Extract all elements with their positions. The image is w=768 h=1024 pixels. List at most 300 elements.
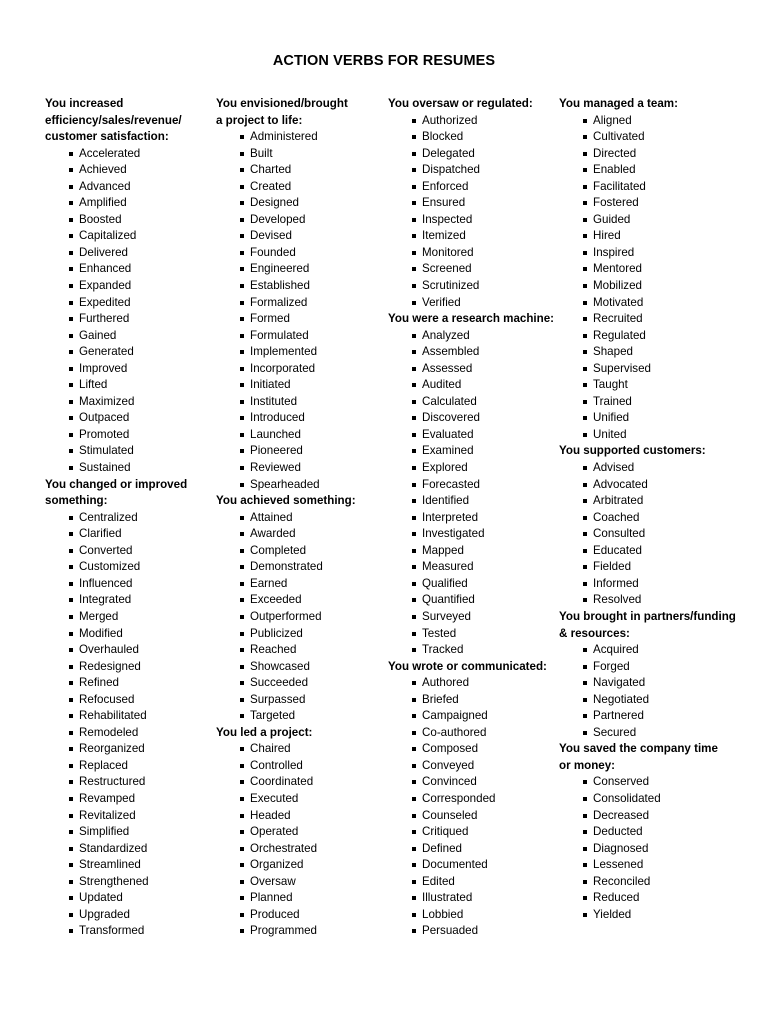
verb-edited: Edited	[422, 874, 455, 888]
verb-list-item	[216, 642, 384, 659]
verb-reviewed: Reviewed	[250, 461, 301, 475]
verb-list-item	[216, 295, 384, 312]
verb-list-item	[388, 228, 560, 245]
square-bullet-icon	[412, 400, 416, 404]
square-bullet-icon	[583, 301, 587, 305]
section-heading: You were a research machine:	[388, 312, 555, 326]
section-heading: efficiency/sales/revenue/	[45, 113, 182, 127]
verb-list-item	[559, 510, 749, 527]
verb-list-item	[559, 113, 749, 130]
square-bullet-icon	[412, 350, 416, 354]
verb-blocked: Blocked	[422, 130, 464, 144]
verb-list-item	[216, 559, 384, 576]
square-bullet-icon	[240, 218, 244, 222]
verb-list-item	[216, 626, 384, 643]
verb-list-item	[559, 659, 749, 676]
verb-replaced: Replaced	[79, 758, 128, 772]
verb-publicized: Publicized	[250, 626, 303, 640]
square-bullet-icon	[240, 251, 244, 255]
verb-measured: Measured	[422, 560, 474, 574]
square-bullet-icon	[69, 549, 73, 553]
verb-list-item	[45, 278, 213, 295]
verb-revitalized: Revitalized	[79, 808, 136, 822]
square-bullet-icon	[583, 549, 587, 553]
verb-founded: Founded	[250, 245, 296, 259]
verb-amplified: Amplified	[79, 196, 127, 210]
verb-section	[559, 96, 749, 443]
verb-oversaw: Oversaw	[250, 874, 296, 888]
verb-list-item	[388, 576, 560, 593]
verb-coordinated: Coordinated	[250, 775, 314, 789]
verb-outperformed: Outperformed	[250, 609, 322, 623]
verb-centralized: Centralized	[79, 510, 138, 524]
verb-authorized: Authorized	[422, 113, 478, 127]
square-bullet-icon	[69, 565, 73, 569]
square-bullet-icon	[412, 284, 416, 288]
verb-list-item	[45, 543, 213, 560]
verb-interpreted: Interpreted	[422, 510, 479, 524]
square-bullet-icon	[240, 516, 244, 520]
verb-consulted: Consulted	[593, 527, 646, 541]
verb-list-item	[216, 510, 384, 527]
verb-chaired: Chaired	[250, 742, 291, 756]
verb-list-item	[388, 443, 560, 460]
square-bullet-icon	[583, 780, 587, 784]
square-bullet-icon	[69, 201, 73, 205]
square-bullet-icon	[240, 698, 244, 702]
verb-cultivated: Cultivated	[593, 130, 645, 144]
verb-critiqued: Critiqued	[422, 825, 469, 839]
square-bullet-icon	[412, 648, 416, 652]
square-bullet-icon	[240, 416, 244, 420]
verb-list-item	[388, 592, 560, 609]
square-bullet-icon	[69, 185, 73, 189]
verb-resolved: Resolved	[593, 593, 642, 607]
verb-list-item	[45, 559, 213, 576]
verb-list-item	[216, 692, 384, 709]
square-bullet-icon	[240, 152, 244, 156]
verb-list-item	[216, 129, 384, 146]
verb-tested: Tested	[422, 626, 457, 640]
square-bullet-icon	[412, 152, 416, 156]
verb-list-item	[559, 559, 749, 576]
verb-list-item	[45, 377, 213, 394]
verb-list-item	[559, 824, 749, 841]
verb-list-item	[216, 576, 384, 593]
verb-list-item	[559, 361, 749, 378]
verb-list-item	[216, 543, 384, 560]
verb-recruited: Recruited	[593, 312, 643, 326]
verb-list-item	[388, 328, 560, 345]
verb-outpaced: Outpaced	[79, 411, 130, 425]
square-bullet-icon	[412, 747, 416, 751]
verb-list-item	[559, 427, 749, 444]
square-bullet-icon	[240, 632, 244, 636]
verb-established: Established	[250, 279, 310, 293]
square-bullet-icon	[240, 267, 244, 271]
verb-assembled: Assembled	[422, 345, 480, 359]
verb-list-item	[388, 791, 560, 808]
verb-counseled: Counseled	[422, 808, 478, 822]
verb-list-item	[559, 261, 749, 278]
square-bullet-icon	[69, 168, 73, 172]
square-bullet-icon	[240, 648, 244, 652]
verb-promoted: Promoted	[79, 427, 130, 441]
verb-itemized: Itemized	[422, 229, 466, 243]
square-bullet-icon	[240, 598, 244, 602]
square-bullet-icon	[583, 499, 587, 503]
verb-produced: Produced	[250, 907, 300, 921]
verb-list-item	[559, 592, 749, 609]
verb-redesigned: Redesigned	[79, 659, 141, 673]
verb-list-item	[388, 510, 560, 527]
verb-pioneered: Pioneered	[250, 444, 303, 458]
square-bullet-icon	[240, 449, 244, 453]
square-bullet-icon	[240, 433, 244, 437]
square-bullet-icon	[412, 714, 416, 718]
section-heading: You wrote or communicated:	[388, 659, 547, 673]
verb-reached: Reached	[250, 643, 297, 657]
verb-guided: Guided	[593, 212, 631, 226]
verb-delivered: Delivered	[79, 245, 128, 259]
verb-corresponded: Corresponded	[422, 791, 496, 805]
verb-list-item	[216, 179, 384, 196]
verb-devised: Devised	[250, 229, 292, 243]
verb-list-item	[559, 725, 749, 742]
verb-consolidated: Consolidated	[593, 791, 661, 805]
verb-operated: Operated	[250, 825, 299, 839]
verb-list-item	[45, 824, 213, 841]
verb-maximized: Maximized	[79, 394, 135, 408]
verb-list-item	[216, 328, 384, 345]
verb-headed: Headed	[250, 808, 291, 822]
square-bullet-icon	[583, 830, 587, 834]
verb-instituted: Instituted	[250, 394, 298, 408]
square-bullet-icon	[583, 466, 587, 470]
verb-co-authored: Co-authored	[422, 725, 487, 739]
verb-list-item	[559, 857, 749, 874]
verb-identified: Identified	[422, 494, 470, 508]
verb-list-item	[216, 245, 384, 262]
square-bullet-icon	[412, 119, 416, 123]
square-bullet-icon	[69, 598, 73, 602]
verb-orchestrated: Orchestrated	[250, 841, 318, 855]
square-bullet-icon	[69, 731, 73, 735]
verb-list-item	[45, 344, 213, 361]
verb-list-item	[388, 245, 560, 262]
square-bullet-icon	[583, 367, 587, 371]
square-bullet-icon	[69, 516, 73, 520]
square-bullet-icon	[583, 383, 587, 387]
verb-list-item	[559, 675, 749, 692]
square-bullet-icon	[412, 830, 416, 834]
square-bullet-icon	[240, 830, 244, 834]
verb-list-item	[388, 543, 560, 560]
verb-list-item	[216, 477, 384, 494]
verb-diagnosed: Diagnosed	[593, 841, 649, 855]
section-heading: You achieved something:	[216, 494, 356, 508]
verb-secured: Secured	[593, 725, 637, 739]
square-bullet-icon	[583, 516, 587, 520]
verb-section	[216, 493, 384, 725]
square-bullet-icon	[412, 251, 416, 255]
square-bullet-icon	[69, 400, 73, 404]
verb-list-item	[559, 808, 749, 825]
verb-taught: Taught	[593, 378, 628, 392]
verb-list-item	[216, 774, 384, 791]
verb-created: Created	[250, 179, 292, 193]
verb-launched: Launched	[250, 427, 301, 441]
verb-formalized: Formalized	[250, 295, 308, 309]
square-bullet-icon	[583, 880, 587, 884]
square-bullet-icon	[583, 896, 587, 900]
square-bullet-icon	[69, 814, 73, 818]
verb-clarified: Clarified	[79, 527, 122, 541]
square-bullet-icon	[412, 565, 416, 569]
verb-tracked: Tracked	[422, 643, 464, 657]
verb-list-item	[216, 344, 384, 361]
verb-planned: Planned	[250, 891, 293, 905]
square-bullet-icon	[412, 135, 416, 139]
square-bullet-icon	[240, 863, 244, 867]
verb-controlled: Controlled	[250, 758, 303, 772]
verb-list-item	[559, 311, 749, 328]
square-bullet-icon	[583, 119, 587, 123]
square-bullet-icon	[583, 416, 587, 420]
verb-list-item	[216, 758, 384, 775]
verb-list-item	[45, 907, 213, 924]
square-bullet-icon	[583, 731, 587, 735]
square-bullet-icon	[69, 847, 73, 851]
section-heading: You managed a team:	[559, 97, 678, 110]
square-bullet-icon	[412, 483, 416, 487]
square-bullet-icon	[412, 449, 416, 453]
verb-list-item	[559, 410, 749, 427]
verb-streamlined: Streamlined	[79, 858, 141, 872]
verb-advocated: Advocated	[593, 477, 648, 491]
verb-inspected: Inspected	[422, 212, 473, 226]
square-bullet-icon	[69, 582, 73, 586]
square-bullet-icon	[240, 400, 244, 404]
square-bullet-icon	[583, 168, 587, 172]
verb-list-item	[559, 162, 749, 179]
verb-list-item	[216, 923, 384, 940]
verb-list-item	[388, 162, 560, 179]
verb-expedited: Expedited	[79, 295, 131, 309]
verb-furthered: Furthered	[79, 312, 130, 326]
verb-list-item	[559, 477, 749, 494]
square-bullet-icon	[412, 301, 416, 305]
verb-list-item	[216, 427, 384, 444]
square-bullet-icon	[69, 780, 73, 784]
verb-list-item	[388, 857, 560, 874]
verb-standardized: Standardized	[79, 841, 148, 855]
verb-sustained: Sustained	[79, 461, 131, 475]
verb-administered: Administered	[250, 130, 318, 144]
verb-list-item	[216, 808, 384, 825]
verb-arbitrated: Arbitrated	[593, 494, 644, 508]
verb-list-item	[216, 460, 384, 477]
verb-list-item	[388, 427, 560, 444]
square-bullet-icon	[583, 814, 587, 818]
square-bullet-icon	[583, 847, 587, 851]
column-2	[216, 96, 384, 940]
verb-list-item	[216, 890, 384, 907]
verb-campaigned: Campaigned	[422, 709, 488, 723]
verb-list-item	[559, 328, 749, 345]
square-bullet-icon	[412, 201, 416, 205]
verb-list-item	[388, 179, 560, 196]
section-heading: something:	[45, 494, 108, 508]
square-bullet-icon	[412, 863, 416, 867]
square-bullet-icon	[412, 681, 416, 685]
verb-capitalized: Capitalized	[79, 229, 137, 243]
section-heading: You envisioned/brought	[216, 97, 348, 110]
square-bullet-icon	[412, 896, 416, 900]
verb-motivated: Motivated	[593, 295, 644, 309]
verb-conserved: Conserved	[593, 775, 650, 789]
verb-regulated: Regulated	[593, 328, 646, 342]
section-heading: a project to life:	[216, 113, 303, 127]
square-bullet-icon	[583, 152, 587, 156]
verb-list-item	[388, 725, 560, 742]
verb-list-item	[45, 510, 213, 527]
square-bullet-icon	[69, 929, 73, 933]
square-bullet-icon	[583, 400, 587, 404]
square-bullet-icon	[240, 764, 244, 768]
verb-expanded: Expanded	[79, 279, 132, 293]
verb-list-item	[45, 626, 213, 643]
square-bullet-icon	[240, 797, 244, 801]
verb-list-item	[216, 394, 384, 411]
verb-charted: Charted	[250, 163, 292, 177]
square-bullet-icon	[583, 863, 587, 867]
verb-upgraded: Upgraded	[79, 907, 130, 921]
square-bullet-icon	[69, 665, 73, 669]
square-bullet-icon	[69, 350, 73, 354]
verb-documented: Documented	[422, 858, 488, 872]
square-bullet-icon	[69, 797, 73, 801]
square-bullet-icon	[412, 632, 416, 636]
verb-list-item	[45, 592, 213, 609]
verb-list-item	[216, 146, 384, 163]
square-bullet-icon	[69, 334, 73, 338]
square-bullet-icon	[412, 466, 416, 470]
verb-list-item	[45, 261, 213, 278]
square-bullet-icon	[240, 367, 244, 371]
verb-list-item	[45, 245, 213, 262]
square-bullet-icon	[412, 218, 416, 222]
square-bullet-icon	[240, 466, 244, 470]
verb-lobbied: Lobbied	[422, 907, 464, 921]
verb-section	[45, 96, 213, 477]
square-bullet-icon	[412, 185, 416, 189]
verb-list-item	[388, 394, 560, 411]
verb-list-item	[388, 278, 560, 295]
verb-list-item	[45, 642, 213, 659]
verb-navigated: Navigated	[593, 676, 646, 690]
verb-accelerated: Accelerated	[79, 146, 141, 160]
square-bullet-icon	[412, 797, 416, 801]
verb-transformed: Transformed	[79, 924, 145, 938]
square-bullet-icon	[412, 615, 416, 619]
verb-list-item	[216, 212, 384, 229]
square-bullet-icon	[69, 284, 73, 288]
verb-evaluated: Evaluated	[422, 427, 474, 441]
verb-integrated: Integrated	[79, 593, 132, 607]
square-bullet-icon	[412, 598, 416, 602]
verb-modified: Modified	[79, 626, 123, 640]
verb-simplified: Simplified	[79, 825, 130, 839]
verb-list-item	[216, 708, 384, 725]
verb-exceeded: Exceeded	[250, 593, 302, 607]
square-bullet-icon	[69, 896, 73, 900]
square-bullet-icon	[240, 383, 244, 387]
verb-list-item	[388, 559, 560, 576]
square-bullet-icon	[69, 681, 73, 685]
verb-list-item	[559, 642, 749, 659]
square-bullet-icon	[240, 284, 244, 288]
square-bullet-icon	[240, 135, 244, 139]
verb-list-item	[45, 609, 213, 626]
verb-list-item	[216, 410, 384, 427]
square-bullet-icon	[240, 929, 244, 933]
square-bullet-icon	[412, 847, 416, 851]
verb-list-item	[388, 774, 560, 791]
section-heading: You increased	[45, 97, 124, 110]
square-bullet-icon	[412, 516, 416, 520]
verb-section	[388, 311, 560, 658]
verb-list-item	[559, 543, 749, 560]
square-bullet-icon	[412, 929, 416, 933]
verb-initiated: Initiated	[250, 378, 291, 392]
verb-shaped: Shaped	[593, 345, 633, 359]
square-bullet-icon	[583, 135, 587, 139]
section-heading: You led a project:	[216, 725, 313, 739]
verb-list-item	[559, 228, 749, 245]
verb-list-item	[45, 427, 213, 444]
verb-improved: Improved	[79, 361, 128, 375]
verb-list-item	[45, 410, 213, 427]
verb-acquired: Acquired	[593, 643, 639, 657]
verb-formulated: Formulated	[250, 328, 309, 342]
verb-list-item	[216, 443, 384, 460]
verb-aligned: Aligned	[593, 113, 632, 127]
verb-list-item	[388, 741, 560, 758]
verb-inspired: Inspired	[593, 245, 635, 259]
square-bullet-icon	[240, 532, 244, 536]
verb-list-item	[388, 377, 560, 394]
square-bullet-icon	[240, 896, 244, 900]
verb-reorganized: Reorganized	[79, 742, 145, 756]
verb-screened: Screened	[422, 262, 472, 276]
square-bullet-icon	[412, 267, 416, 271]
verb-section	[388, 96, 560, 311]
square-bullet-icon	[412, 764, 416, 768]
square-bullet-icon	[583, 284, 587, 288]
verb-list-item	[388, 295, 560, 312]
verb-list-item	[45, 162, 213, 179]
verb-list-item	[216, 675, 384, 692]
square-bullet-icon	[240, 681, 244, 685]
verb-list-item	[388, 824, 560, 841]
verb-enhanced: Enhanced	[79, 262, 132, 276]
square-bullet-icon	[583, 185, 587, 189]
verb-fielded: Fielded	[593, 560, 632, 574]
column-4	[559, 96, 749, 923]
verb-list-item	[45, 526, 213, 543]
square-bullet-icon	[583, 251, 587, 255]
